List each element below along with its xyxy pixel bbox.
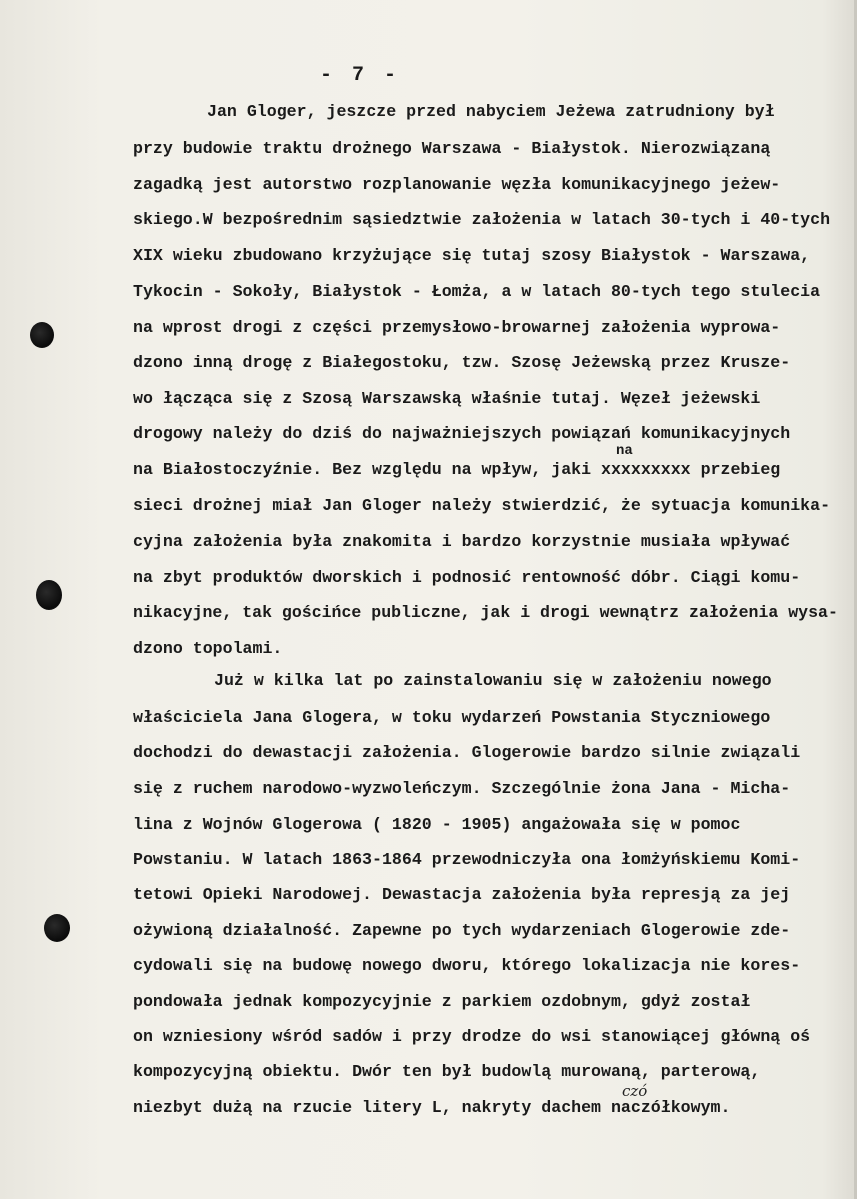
- text-line: cydowali się na budowę nowego dworu, którego lokalizacja nie kores-: [133, 956, 801, 975]
- text-line: zagadką jest autorstwo rozplanowanie węzła komunikacyjnego jeżew-: [133, 175, 781, 194]
- text-line: on wzniesiony wśród sadów i przy drodze do wsi stanowiącej główną oś: [133, 1027, 811, 1046]
- page-number: - 7 -: [320, 64, 401, 87]
- text-line: właściciela Jana Glogera, w toku wydarzeń Powstania Styczniowego: [133, 708, 771, 727]
- text-line: Jan Gloger, jeszcze przed nabyciem Jeżewa zatrudniony był: [207, 102, 775, 121]
- handwritten-correction: czó: [622, 1082, 648, 1100]
- text-line: tetowi Opieki Narodowej. Dewastacja założenia była represją za jej: [133, 885, 791, 904]
- text-line: na zbyt produktów dworskich i podnosić rentowność dóbr. Ciągi komu-: [133, 568, 801, 587]
- punch-hole-middle: [36, 580, 62, 610]
- text-line: sieci drożnej miał Jan Gloger należy stwierdzić, że sytuacja komunika-: [133, 496, 831, 515]
- punch-hole-bottom: [44, 914, 70, 942]
- text-line: kompozycyjną obiektu. Dwór ten był budowlą murowaną, parterową,: [133, 1062, 761, 1081]
- text-line: skiego.W bezpośrednim sąsiedztwie założenia w latach 30-tych i 40-tych: [133, 210, 831, 229]
- text-line: przy budowie traktu drożnego Warszawa - Białystok. Nierozwiązaną: [133, 139, 771, 158]
- text-line: Powstaniu. W latach 1863-1864 przewodniczyła ona łomżyńskiemu Komi-: [133, 850, 801, 869]
- text-line: na Białostoczyźnie. Bez względu na wpływ, jaki xxxxxxxxx przebieg: [133, 460, 781, 479]
- text-line: na wprost drogi z części przemysłowo-browarnej założenia wyprowa-: [133, 318, 781, 337]
- text-line: ożywioną działalność. Zapewne po tych wydarzeniach Glogerowie zde-: [133, 921, 791, 940]
- punch-hole-top: [30, 322, 54, 348]
- text-line: Tykocin - Sokoły, Białystok - Łomża, a w latach 80-tych tego stulecia: [133, 282, 821, 301]
- text-line: drogowy należy do dziś do najważniejszych powiązań komunikacyjnych: [133, 424, 791, 443]
- inserted-word: na: [616, 443, 633, 459]
- text-line: wo łącząca się z Szosą Warszawską właśnie tutaj. Węzeł jeżewski: [133, 389, 761, 408]
- text-line: lina z Wojnów Glogerowa ( 1820 - 1905) angażowała się w pomoc: [133, 815, 741, 834]
- text-line: dochodzi do dewastacji założenia. Glogerowie bardzo silnie związali: [133, 743, 801, 762]
- text-line: się z ruchem narodowo-wyzwoleńczym. Szczególnie żona Jana - Micha-: [133, 779, 791, 798]
- text-line: Już w kilka lat po zainstalowaniu się w założeniu nowego: [214, 671, 772, 690]
- text-line: nikacyjne, tak gościńce publiczne, jak i drogi wewnątrz założenia wysa-: [133, 603, 838, 622]
- text-line: dzono inną drogę z Białegostoku, tzw. Szosę Jeżewską przez Krusze-: [133, 353, 791, 372]
- text-line: XIX wieku zbudowano krzyżujące się tutaj szosy Białystok - Warszawa,: [133, 246, 811, 265]
- text-line: dzono topolami.: [133, 639, 283, 658]
- text-line: cyjna założenia była znakomita i bardzo korzystnie musiała wpływać: [133, 532, 791, 551]
- text-line: pondowała jednak kompozycyjnie z parkiem ozdobnym, gdyż został: [133, 992, 751, 1011]
- text-line: niezbyt dużą na rzucie litery L, nakryty dachem naczółkowym.: [133, 1098, 731, 1117]
